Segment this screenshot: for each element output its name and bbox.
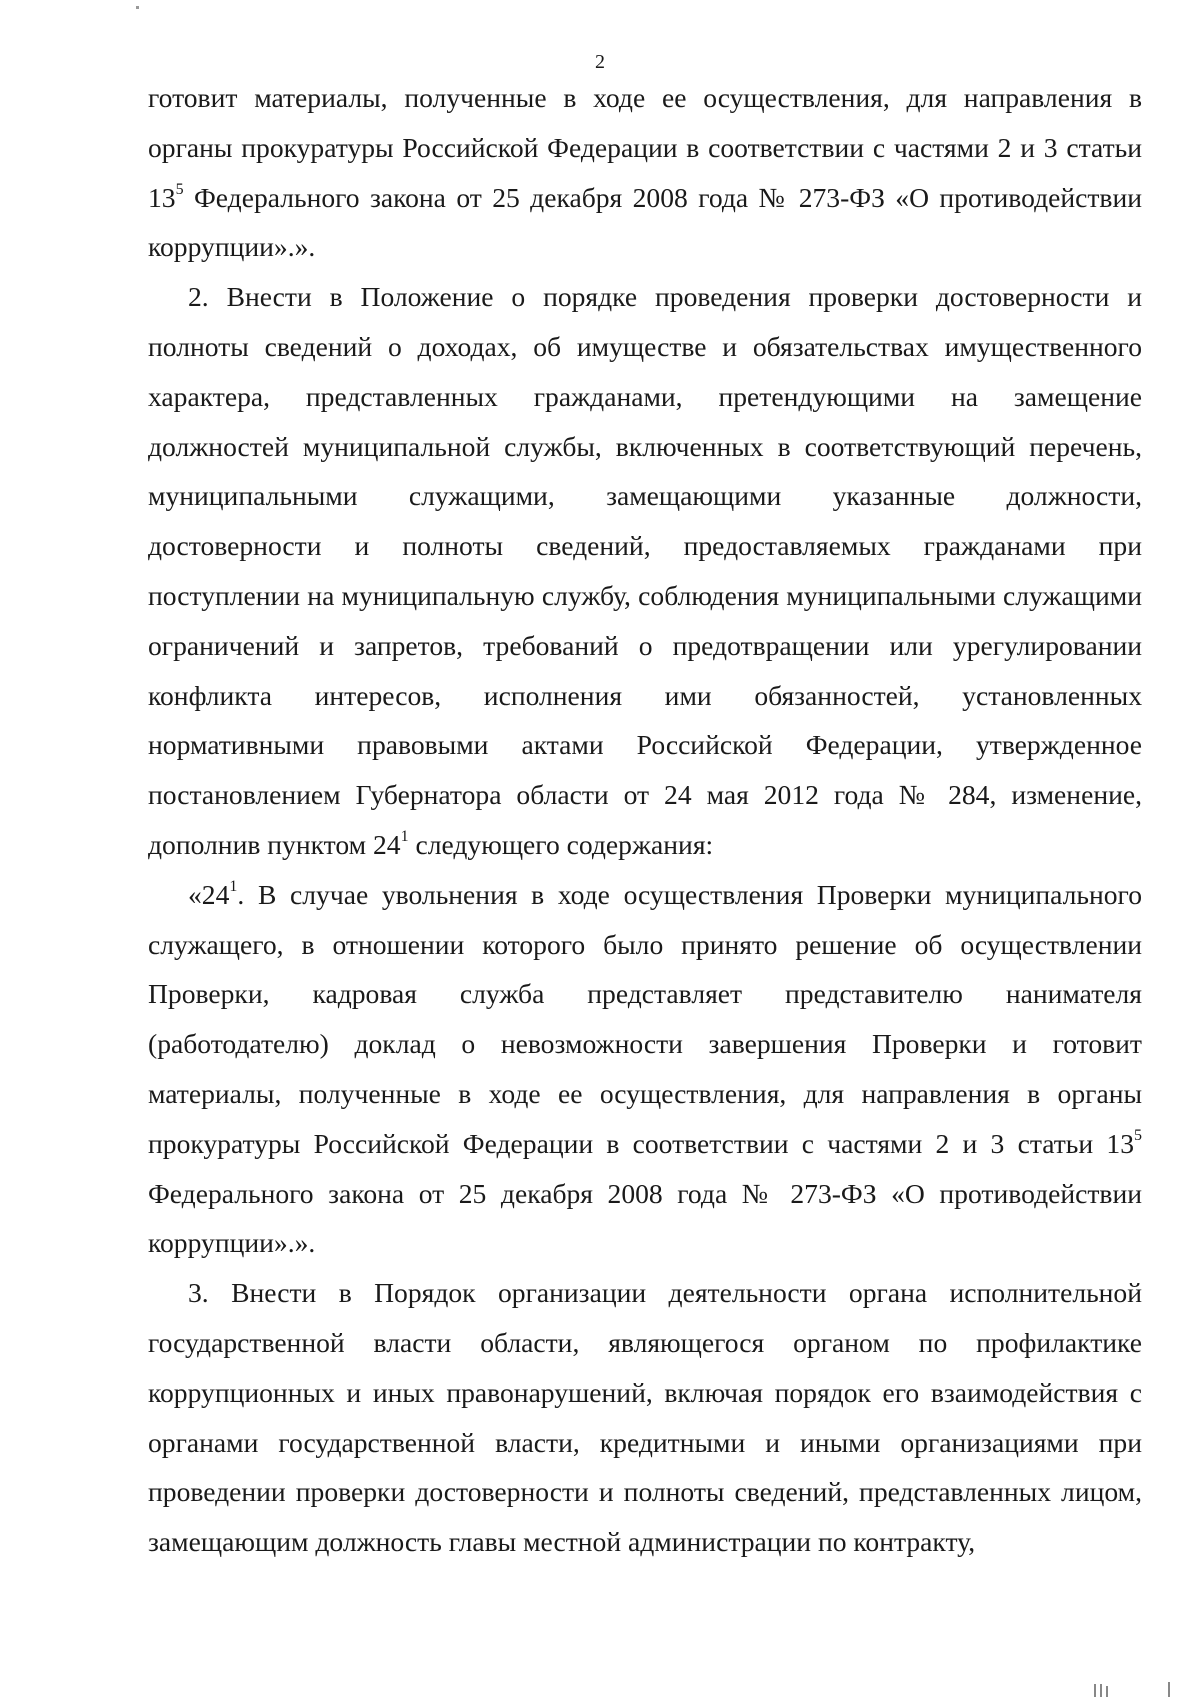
scan-speck bbox=[136, 6, 139, 9]
superscript: 1 bbox=[229, 877, 238, 895]
text-segment: Федерального закона от 25 декабря 2008 года № 273-ФЗ «О противодействии коррупции».». bbox=[148, 1177, 1142, 1259]
text-segment: 3. Внести в Порядок организации деятельности органа исполнительной государственной власти области, являющегося органом по профилактике коррупционных и иных правонарушений, включая порядок его взаимодействия с органами государственной власти, кредитными и иными организациями при проведении проверки достоверности и полноты сведений, представленных лицом, замещающим должность главы местной администрации по контракту, bbox=[148, 1277, 1142, 1558]
page-number: 2 bbox=[595, 51, 605, 73]
scan-artifact bbox=[1106, 1686, 1108, 1697]
superscript: 5 bbox=[175, 180, 184, 198]
paragraph-item-2 bbox=[148, 272, 1142, 870]
superscript: 1 bbox=[400, 827, 409, 845]
paragraph-continuation bbox=[148, 73, 1142, 272]
scan-artifact bbox=[1100, 1684, 1102, 1697]
superscript: 5 bbox=[1134, 1126, 1142, 1144]
text-segment: Федерального закона от 25 декабря 2008 года № 273-ФЗ «О противодействии коррупции».». bbox=[148, 181, 1142, 263]
scan-artifact bbox=[1168, 1682, 1170, 1697]
text-segment: «24 bbox=[188, 878, 230, 910]
text-segment: готовит материалы, полученные в ходе ее осуществления, для направления в органы прокуратуры Российской Федерации в соответствии с частями 2 и 3 статьи 13 bbox=[148, 82, 1142, 213]
text-segment: следующего содержания: bbox=[408, 828, 714, 860]
paragraph-clause-24-1 bbox=[148, 870, 1142, 1268]
text-segment: 2. Внести в Положение о порядке проведения проверки достоверности и полноты сведений о доходах, об имуществе и обязательствах имущественного характера, представленных гражданами, претендующими на замещение должностей муниципальной службы, включенных в соответствующий перечень, муниципальными служащими, замещающими указанные должности, достоверности и полноты сведений, предоставляемых гражданами при поступлении на муниципальную службу, соблюдения муниципальными служащими ограничений и запретов, требований о предотвращении или урегулировании конфликта интересов, исполнения ими обязанностей, установленных нормативными правовыми актами Российской Федерации, утвержденное постановлением Губернатора области от 24 мая 2012 года № 284, изменение, дополнив пунктом 24 bbox=[148, 281, 1142, 860]
document-body bbox=[148, 73, 1142, 1567]
scan-artifact bbox=[1094, 1684, 1096, 1697]
text-segment: . В случае увольнения в ходе осуществления Проверки муниципального служащего, в отношении которого было принято решение об осуществлении Проверки, кадровая служба представляет представителю нанимателя (работодателю) доклад о невозможности завершения Проверки и готовит материалы, полученные в ходе ее осуществления, для направления в органы прокуратуры Российской Федерации в соответствии с частями 2 и 3 статьи 13 bbox=[148, 878, 1142, 1159]
paragraph-item-3 bbox=[148, 1268, 1142, 1567]
